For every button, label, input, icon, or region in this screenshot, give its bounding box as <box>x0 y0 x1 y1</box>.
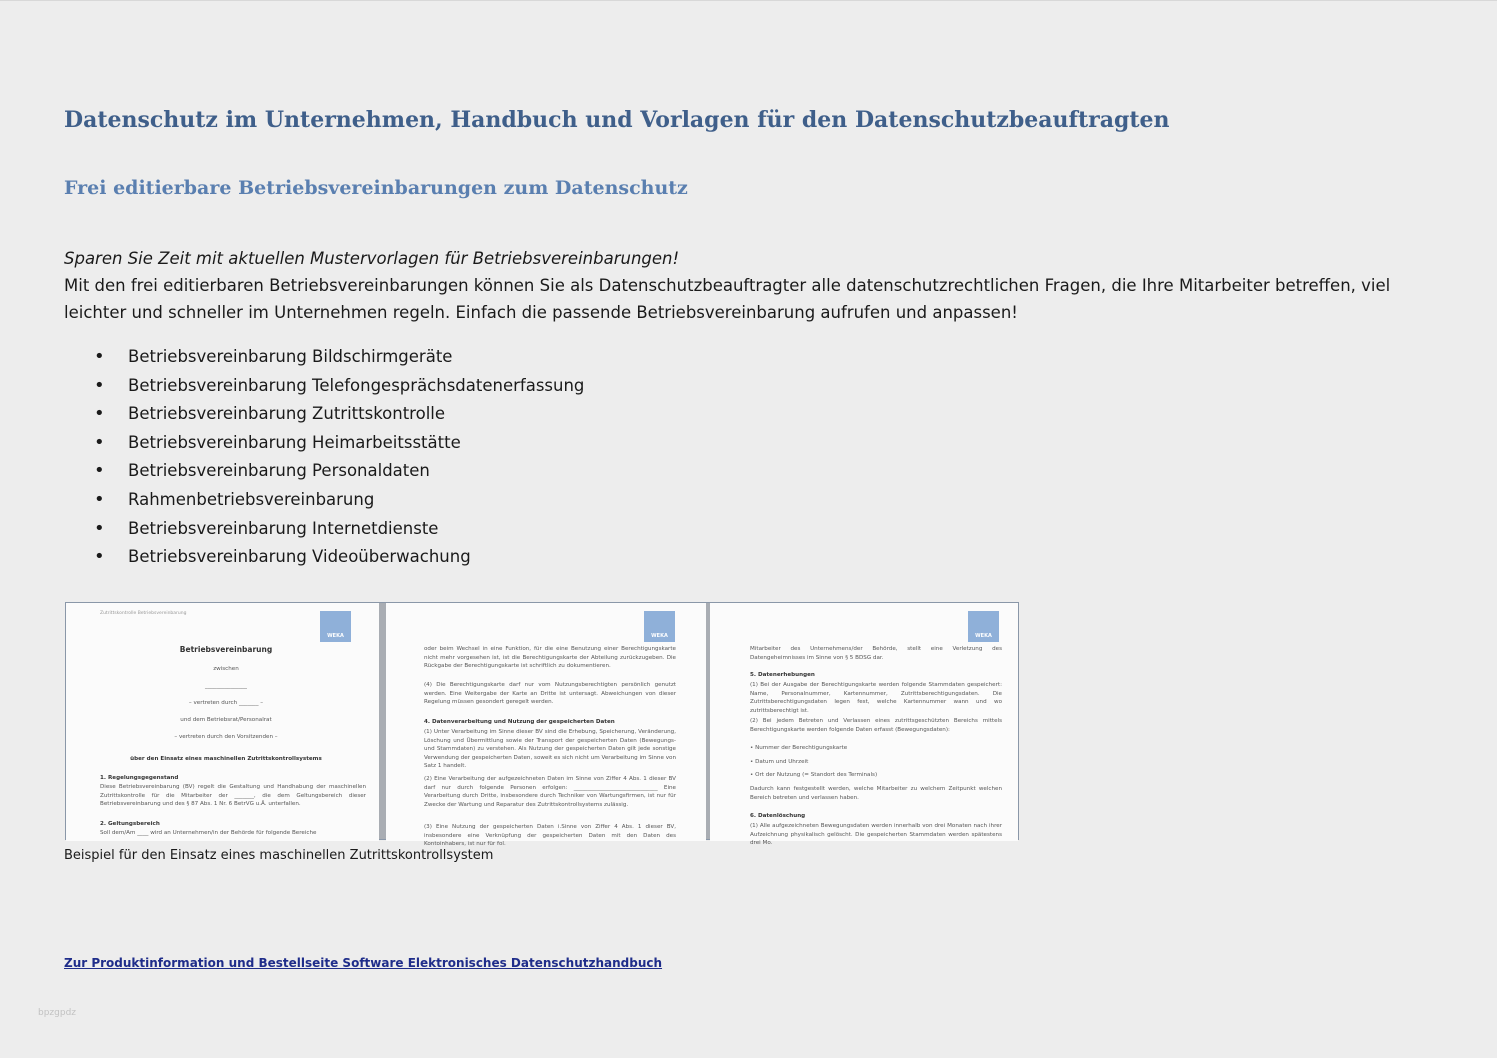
doc-line: – vertreten durch den Vorsitzenden – <box>174 734 278 740</box>
list-item: • Betriebsvereinbarung Heimarbeitsstätte <box>64 429 584 458</box>
weka-logo <box>968 611 999 642</box>
weka-logo <box>644 611 675 642</box>
doc-paragraph: Dadurch kann festgestellt werden, welche Mitarbeiter zu welchem Zeitpunkt welchen Bereich betreten und verlassen haben. <box>750 786 1002 801</box>
doc-section: 4. Datenverarbeitung und Nutzung der gespeicherten Daten <box>424 719 615 725</box>
doc-title: Betriebsvereinbarung <box>179 645 273 654</box>
weka-logo-text: WEKA <box>327 632 344 639</box>
document-page-3 <box>710 603 1018 846</box>
doc-paragraph: Soll dem/Am ____ wird an Unternehmen/in der Behörde für folgende Bereiche <box>100 830 317 836</box>
doc-paragraph: (4) Die Berechtigungskarte darf nur vom Nutzungsberechtigten persönlich genutzt werden. Eine Weitergabe der Karte an Dritte ist untersagt. Abweichungen von dieser Regelung müssen gesondert geregelt werden. <box>424 682 676 705</box>
list-item: • Betriebsvereinbarung Telefongesprächsdatenerfassung <box>64 372 584 401</box>
document-page-2 <box>386 603 706 847</box>
doc-paragraph: (1) Unter Verarbeitung im Sinne dieser BV sind die Erhebung, Speicherung, Veränderung, Löschung und Übermittlung sowie der Transport der gespeicherten Daten (Bewegungs- und Stammdaten) zu verstehen. Als Nutzung der gespeicherten Daten gilt jede sonstige Verwendung der gespeicherten Daten, soweit es sich nicht um Verarbeitung im Sinne von Satz 1 handelt. <box>424 729 676 769</box>
page-subtitle: Frei editierbare Betriebsvereinbarungen zum Datenschutz <box>64 177 688 199</box>
list-item: • Betriebsvereinbarung Bildschirmgeräte <box>64 343 584 372</box>
product-info-link[interactable]: Zur Produktinformation und Bestellseite Software Elektronisches Datenschutzhandbuch <box>64 956 663 970</box>
doc-line: – vertreten durch _______ – <box>188 700 264 706</box>
doc-paragraph: (2) Eine Verarbeitung der aufgezeichneten Daten im Sinne von Ziffer 4 Abs. 1 dieser BV darf nur durch folgende Personen erfolgen: ______________________________ Eine Verarbeitung durch Dritte, insbesondere durch Techniker von Wartungsfirmen, ist nur für Zwecke der Wartung und Reparatur des Zutrittskontrollsystems zulässig. <box>424 776 676 808</box>
list-item: • Betriebsvereinbarung Internetdienste <box>64 515 584 544</box>
doc-line: und dem Betriebsrat/Personalrat <box>180 717 272 723</box>
doc-paragraph: (1) Alle aufgezeichneten Bewegungsdaten werden innerhalb von drei Monaten nach ihrer Aufzeichnung physikalisch gelöscht. Die gespeicherten Stammdaten werden spätestens drei Mo. <box>750 823 1002 846</box>
doc-line: über den Einsatz eines maschinellen Zutrittskontrollsystems <box>130 756 322 762</box>
doc-paragraph: (2) Bei jedem Betreten und Verlassen eines zutrittsgeschützten Bereichs mittels Berechtigungskarte werden folgende Daten erfasst (Bewegungsdaten): <box>750 718 1002 733</box>
doc-paragraph: oder beim Wechsel in eine Funktion, für die eine Benutzung einer Berechtigungskarte nicht mehr vorgesehen ist, ist die Berechtigungskarte der Abteilung zurückzugeben. Die Rückgabe der Berechtigungskarte ist schriftlich zu dokumentieren. <box>424 646 676 669</box>
list-item: • Rahmenbetriebsvereinbarung <box>64 486 584 515</box>
list-item: • Betriebsvereinbarung Zutrittskontrolle <box>64 400 584 429</box>
doc-paragraph: (3) Eine Nutzung der gespeicherten Daten i.Sinne von Ziffer 4 Abs. 1 dieser BV, insbesondere eine Verknüpfung der gespeicherten Daten mit den Daten des Kontoinhabers, ist nur für fol. <box>424 824 676 847</box>
document-page-1 <box>66 603 379 841</box>
weka-logo-text: WEKA <box>975 632 992 639</box>
weka-logo-text: WEKA <box>651 632 668 639</box>
agreement-list <box>64 343 584 572</box>
doc-bullet: • Ort der Nutzung (= Standort des Terminals) <box>750 772 878 778</box>
doc-section: 6. Datenlöschung <box>750 813 806 819</box>
doc-line: _______________ <box>205 683 247 689</box>
doc-paragraph: (1) Bei der Ausgabe der Berechtigungskarte werden folgende Stammdaten gespeichert: Name, Personalnummer, Kartennummer, Zutrittsberechtigungsdaten. Die Zutrittsberechtigungsdaten legen fest, welche Kartennummer wann und wo zutrittsberechtigt ist. <box>750 682 1002 714</box>
intro-text <box>64 245 1444 326</box>
doc-section: 5. Datenerhebungen <box>750 672 815 678</box>
doc-bullet: • Datum und Uhrzeit <box>750 759 809 765</box>
watermark: bpzgpdz <box>38 1008 77 1018</box>
example-document-figure <box>65 602 1019 847</box>
doc-paragraph: Mitarbeiter des Unternehmens/der Behörde, stellt eine Verletzung des Datengeheimnisses im Sinne von § 5 BDSG dar. <box>750 646 1002 661</box>
figure-caption: Beispiel für den Einsatz eines maschinellen Zutrittskontrollsystem <box>64 848 494 863</box>
intro-lead: Sparen Sie Zeit mit aktuellen Mustervorlagen für Betriebsvereinbarungen! <box>64 249 680 268</box>
weka-logo <box>320 611 351 642</box>
list-item: • Betriebsvereinbarung Videoüberwachung <box>64 543 584 572</box>
intro-body: Mit den frei editierbaren Betriebsvereinbarungen können Sie als Datenschutzbeauftragter alle datenschutzrechtlichen Fragen, die Ihre Mitarbeiter betreffen, viel leichter und schneller im Unternehmen regeln. Einfach die passende Betriebsvereinbarung aufrufen und anpassen! <box>64 276 1391 322</box>
doc-section: 1. Regelungsgegenstand <box>100 775 179 781</box>
doc-bullet: • Nummer der Berechtigungskarte <box>750 745 848 751</box>
list-item: • Betriebsvereinbarung Personaldaten <box>64 457 584 486</box>
doc-paragraph: Diese Betriebsvereinbarung (BV) regelt die Gestaltung und Handhabung der maschinellen Zutrittskontrolle für die Mitarbeiter der _______, die dem Geltungsbereich dieser Betriebsvereinbarung und des § 87 Abs. 1 Nr. 6 BetrVG u.Ä. unterfallen. <box>100 784 366 807</box>
doc-line: zwischen <box>213 666 239 672</box>
doc-header: Zutrittskontrolle Betriebsvereinbarung <box>100 611 187 616</box>
doc-section: 2. Geltungsbereich <box>100 821 160 827</box>
page-title: Datenschutz im Unternehmen, Handbuch und Vorlagen für den Datenschutzbeauftragten <box>64 107 1170 133</box>
